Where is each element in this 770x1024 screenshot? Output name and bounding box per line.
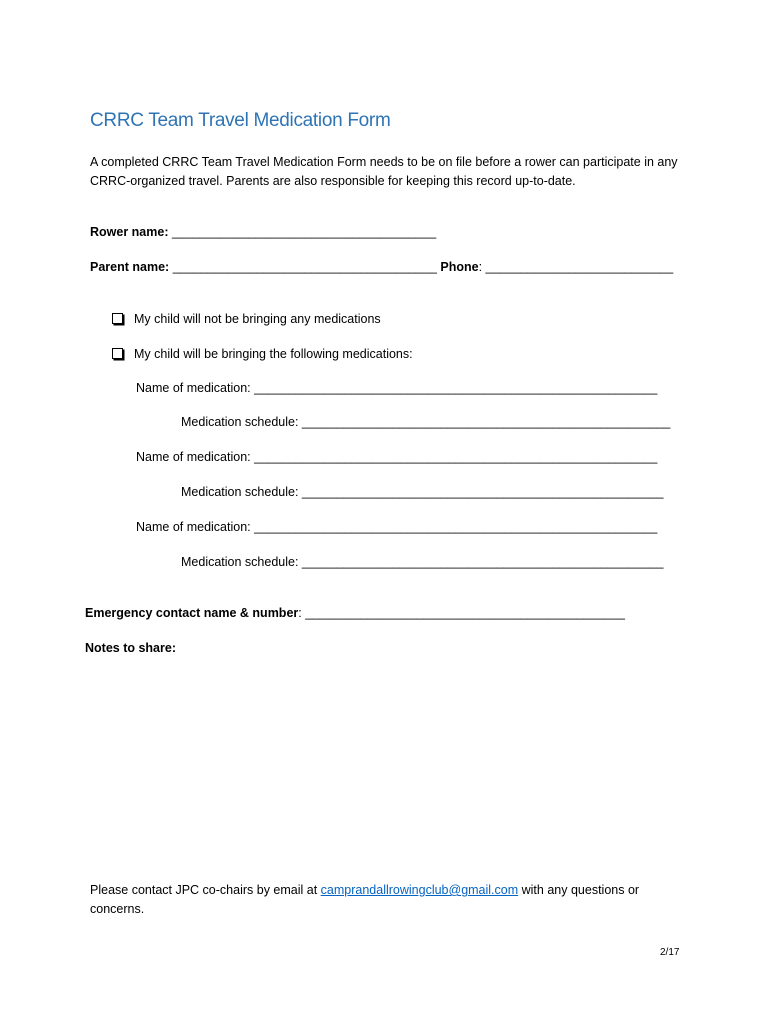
emergency-contact-field[interactable]: [85, 605, 625, 621]
option-no-medications[interactable]: [112, 311, 381, 327]
notes-label: Notes to share:: [85, 641, 176, 655]
medication-schedule-field[interactable]: [181, 554, 663, 570]
phone-label: Phone: [440, 260, 479, 274]
page-number: 2/17: [660, 947, 680, 958]
medication-schedule-label: Medication schedule:: [181, 415, 299, 429]
medication-name-field[interactable]: [136, 449, 657, 465]
emergency-contact-label: Emergency contact name & number: [85, 606, 299, 620]
parent-name-label: Parent name:: [90, 260, 170, 274]
rower-name-field[interactable]: [90, 224, 436, 240]
contact-prefix: Please contact JPC co-chairs by email at: [90, 883, 321, 897]
medication-schedule-field[interactable]: [181, 414, 670, 430]
option-bringing-medications-label: My child will be bringing the following medications:: [134, 347, 413, 361]
contact-email-link[interactable]: camprandallrowingclub@gmail.com: [320, 883, 519, 897]
checkbox-icon[interactable]: [112, 348, 123, 359]
medication-schedule-label: Medication schedule:: [181, 485, 299, 499]
medication-name-label: Name of medication:: [136, 450, 251, 464]
rower-name-line[interactable]: ______________________________________: [171, 225, 437, 239]
phone-field[interactable]: [440, 260, 673, 274]
medication-name-field[interactable]: [136, 519, 657, 535]
medication-name-field[interactable]: [136, 380, 657, 396]
phone-line[interactable]: : ___________________________: [478, 260, 674, 274]
parent-name-line[interactable]: ______________________________________: [172, 260, 437, 274]
emergency-contact-line[interactable]: : ______________________________________________: [298, 606, 625, 620]
medication-schedule-label: Medication schedule:: [181, 555, 299, 569]
medication-schedule-line[interactable]: ____________________________________________________: [301, 555, 664, 569]
option-no-medications-label: My child will not be bringing any medications: [134, 312, 381, 326]
contact-suffix: with any questions or concerns.: [90, 883, 640, 916]
medication-name-line[interactable]: __________________________________________________________: [254, 450, 658, 464]
medication-schedule-field[interactable]: [181, 484, 663, 500]
rower-name-label: Rower name:: [90, 225, 169, 239]
contact-paragraph: [90, 881, 680, 919]
medication-name-line[interactable]: __________________________________________________________: [254, 520, 658, 534]
checkbox-icon[interactable]: [112, 313, 123, 324]
medication-name-line[interactable]: __________________________________________________________: [254, 381, 658, 395]
parent-row: [90, 259, 673, 275]
option-bringing-medications[interactable]: [112, 346, 413, 362]
medication-name-label: Name of medication:: [136, 520, 251, 534]
parent-name-field[interactable]: [90, 260, 440, 274]
intro-paragraph: A completed CRRC Team Travel Medication Form needs to be on file before a rower can participate in any CRRC-organized travel. Parents are also responsible for keeping this record up-to-date.: [90, 155, 678, 188]
medication-schedule-line[interactable]: _____________________________________________________: [301, 415, 671, 429]
medication-schedule-line[interactable]: ____________________________________________________: [301, 485, 664, 499]
medication-name-label: Name of medication:: [136, 381, 251, 395]
form-title: CRRC Team Travel Medication Form: [90, 110, 391, 131]
